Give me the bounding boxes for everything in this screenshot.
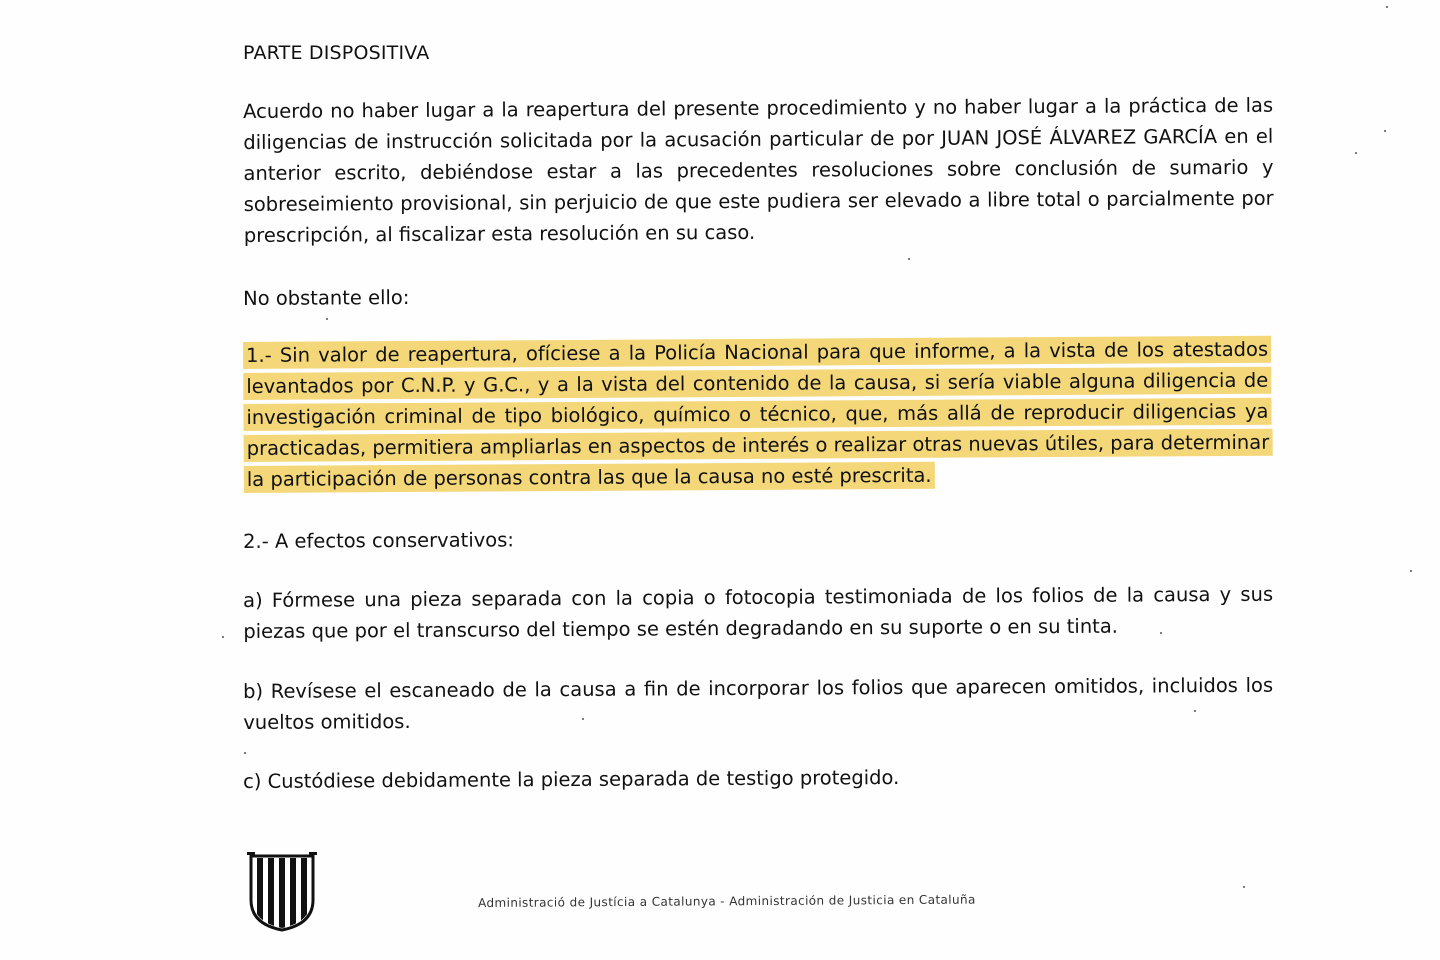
scan-speck: [582, 718, 584, 720]
paragraph-acuerdo: Acuerdo no haber lugar a la reapertura del presente procedimiento y no haber lugar a la práctica de las diligencias de instrucción solicitada por la acusación particular de por JUAN JOSÉ ÁLVAREZ GARCÍA en el anterior escrito, debiéndose estar a las precedentes resoluciones sobre conclusión de sumario y sobreseimiento provisional, sin perjuicio de que este pudiera ser elevado a libre total o parcialmente por prescripción, al fiscalizar esta resolución en su caso.: [243, 93, 1274, 247]
scan-speck: [326, 318, 328, 320]
scan-speck: [1384, 130, 1386, 132]
scan-speck: [1194, 710, 1196, 712]
scan-speck: [222, 636, 224, 638]
item-2b: b) Revísese el escaneado de la causa a fin de incorporar los folios que aparecen omitidos, incluidos los vueltos omitidos.: [243, 673, 1274, 734]
catalonia-stripes-seal-icon: [245, 850, 319, 932]
footer-institution-text: Administració de Justícia a Catalunya - Administración de Justicia en Cataluña: [478, 892, 976, 910]
paragraph-no-obstante: No obstante ello:: [243, 285, 410, 310]
section-heading: PARTE DISPOSITIVA: [243, 42, 430, 64]
scan-speck: [1243, 886, 1245, 888]
scan-speck: [908, 258, 910, 260]
scan-speck: [1160, 632, 1162, 634]
scan-speck: [244, 752, 246, 754]
scan-speck: [1386, 6, 1388, 8]
item-2-heading: 2.- A efectos conservativos:: [243, 528, 514, 553]
item-2c: c) Custódiese debidamente la pieza separada de testigo protegido.: [243, 765, 900, 793]
scan-speck: [1355, 152, 1357, 154]
item-2a: a) Fórmese una pieza separada con la copia o fotocopia testimoniada de los folios de la causa y sus piezas que por el transcurso del tiempo se estén degradando en su suporte o en su tinta.: [243, 582, 1274, 643]
item-1-container: [243, 334, 1272, 495]
highlighted-item-1: 1.- Sin valor de reapertura, ofíciese a la Policía Nacional para que informe, a la vista de los atestados levantados por C.N.P. y G.C., y a la vista del contenido de la causa, si sería viable alguna diligencia de investigación criminal de tipo biológico, químico o técnico, que, más allá de reproducir diligencias ya practicadas, permitiera ampliarlas en aspectos de interés o realizar otras nuevas útiles, para determinar la participación de personas contra las que la causa no esté prescrita.: [243, 336, 1272, 493]
scan-speck: [1410, 570, 1412, 572]
